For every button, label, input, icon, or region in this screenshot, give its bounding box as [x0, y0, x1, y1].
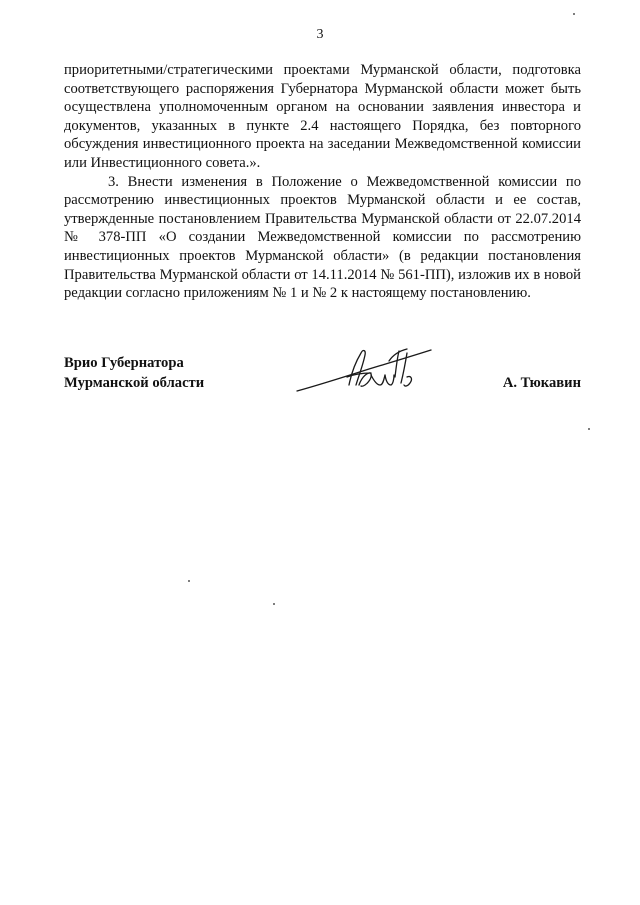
- signer-position-line1: Врио Губернатора: [64, 355, 184, 371]
- paragraph-item-3: 3. Внести изменения в Положение о Межведомственной комиссии по рассмотрению инвестиционных проектов Мурманской области и ее состав, утвержденные постановлением Правительства Мурманской области от 22.07.2014 № 378-ПП «О создании Межведомственной комиссии по рассмотрению инвестиционных проектов Мурманской области» (в редакции постановления Правительства Мурманской области от 14.11.2014 № 561-ПП), изложив их в новой редакции согласно приложениям № 1 и № 2 к настоящему постановлению.: [64, 173, 581, 302]
- page-number: 3: [316, 27, 324, 42]
- signer-position: [64, 353, 204, 393]
- scan-speck: [588, 428, 590, 430]
- handwritten-signature-icon: [289, 341, 439, 401]
- signer-position-line2: Мурманской области: [64, 375, 205, 391]
- scan-speck: [273, 603, 275, 605]
- paragraph-continuation: приоритетными/стратегическими проектами Мурманской области, подготовка соответствующего распоряжения Губернатора Мурманской области может быть осуществлена уполномоченным органом на основании заявления инвестора и документов, указанных в пункте 2.4 настоящего Порядка, без повторного обсуждения инвестиционного проекта на заседании Межведомственной комиссии или Инвестиционного совета.».: [64, 62, 581, 171]
- signer-name: А. Тюкавин: [502, 375, 581, 391]
- signature-block: [64, 353, 581, 403]
- scan-speck: [188, 580, 190, 582]
- scan-speck: [573, 13, 575, 15]
- document-body: [64, 61, 581, 303]
